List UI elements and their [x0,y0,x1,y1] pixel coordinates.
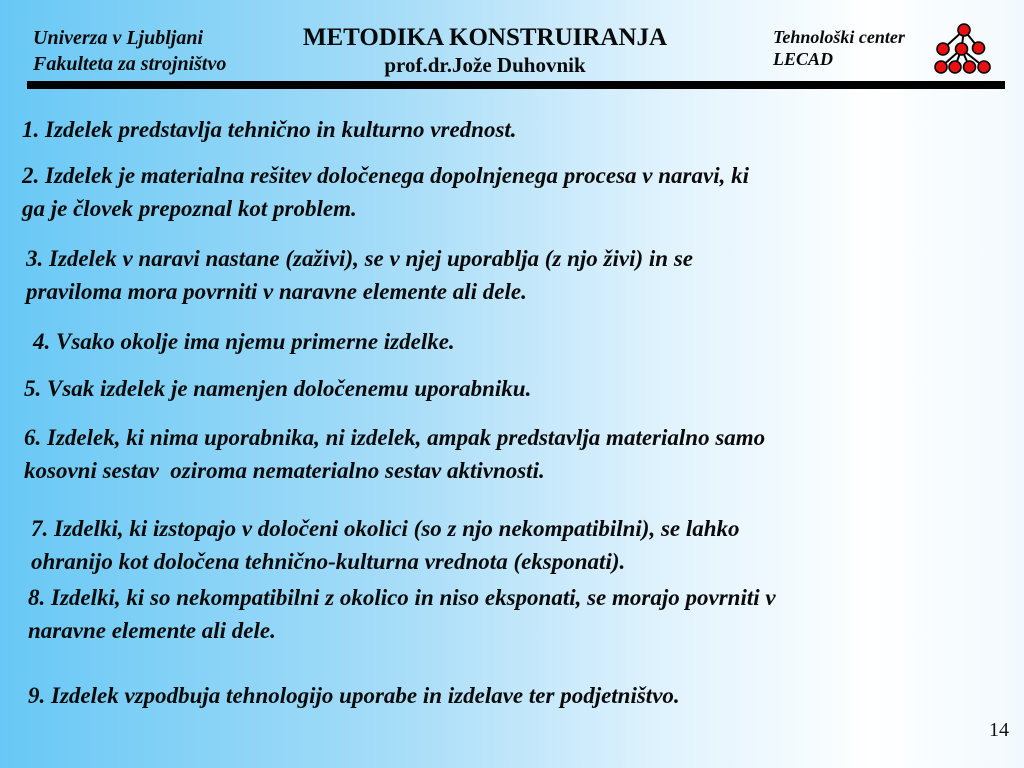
statement-line: 6. Izdelek, ki nima uporabnika, ni izdelek, ampak predstavlja materialno samo [24,425,766,450]
page-number: 14 [989,719,1009,741]
statement-item [24,372,531,405]
slide-header-center [280,24,690,78]
statement-line: kosovni sestav oziroma nematerialno sestav aktivnosti. [24,458,545,483]
statement-line: 4. Vsako okolje ima njemu primerne izdelke. [33,329,455,354]
statement-line: ohranijo kot določena tehnično-kulturna vrednota (eksponati). [31,549,626,574]
header-divider [27,81,1005,89]
institution-block [33,25,226,77]
statement-line: praviloma mora povrniti v naravne elemente ali dele. [26,279,527,304]
tech-center-block [773,26,905,70]
statement-item [22,113,517,146]
statement-line: 7. Izdelki, ki izstopajo v določeni okolici (so z njo nekompatibilni), se lahko [31,516,740,541]
statement-line: 2. Izdelek je materialna rešitev določenega dopolnjenega procesa v naravi, ki [22,163,749,188]
course-title: METODIKA KONSTRUIRANJA [302,24,668,51]
statement-line: 8. Izdelki, ki so nekompatibilni z okolico in niso eksponati, se morajo povrniti v [28,585,776,610]
statement-line: 3. Izdelek v naravi nastane (zaživi), se v njej uporablja (z njo živi) in se [26,246,693,271]
institution-line2: Fakulteta za strojništvo [33,53,227,75]
lecturer-name: prof.dr.Jože Duhovnik [384,53,586,77]
statement-line: ga je človek prepoznal kot problem. [22,196,357,221]
statement-line: naravne elemente ali dele. [28,618,276,643]
statement-line: 5. Vsak izdelek je namenjen določenemu uporabniku. [24,376,532,401]
tech-center-line2: LECAD [773,49,834,69]
statement-item [22,159,749,225]
tech-center-line1: Tehnološki center [773,27,905,47]
statement-line: 9. Izdelek vzpodbuja tehnologijo uporabe in izdelave ter podjetništvo. [28,683,680,708]
statement-item [31,512,740,578]
statement-item [33,325,455,358]
statement-item [26,242,693,308]
statement-item [24,421,765,487]
statement-item [28,679,680,712]
institution-line1: Univerza v Ljubljani [33,27,204,49]
statement-item [28,581,776,647]
statement-line: 1. Izdelek predstavlja tehnično in kulturno vrednost. [22,117,517,142]
lecad-tree-icon [930,5,1012,81]
